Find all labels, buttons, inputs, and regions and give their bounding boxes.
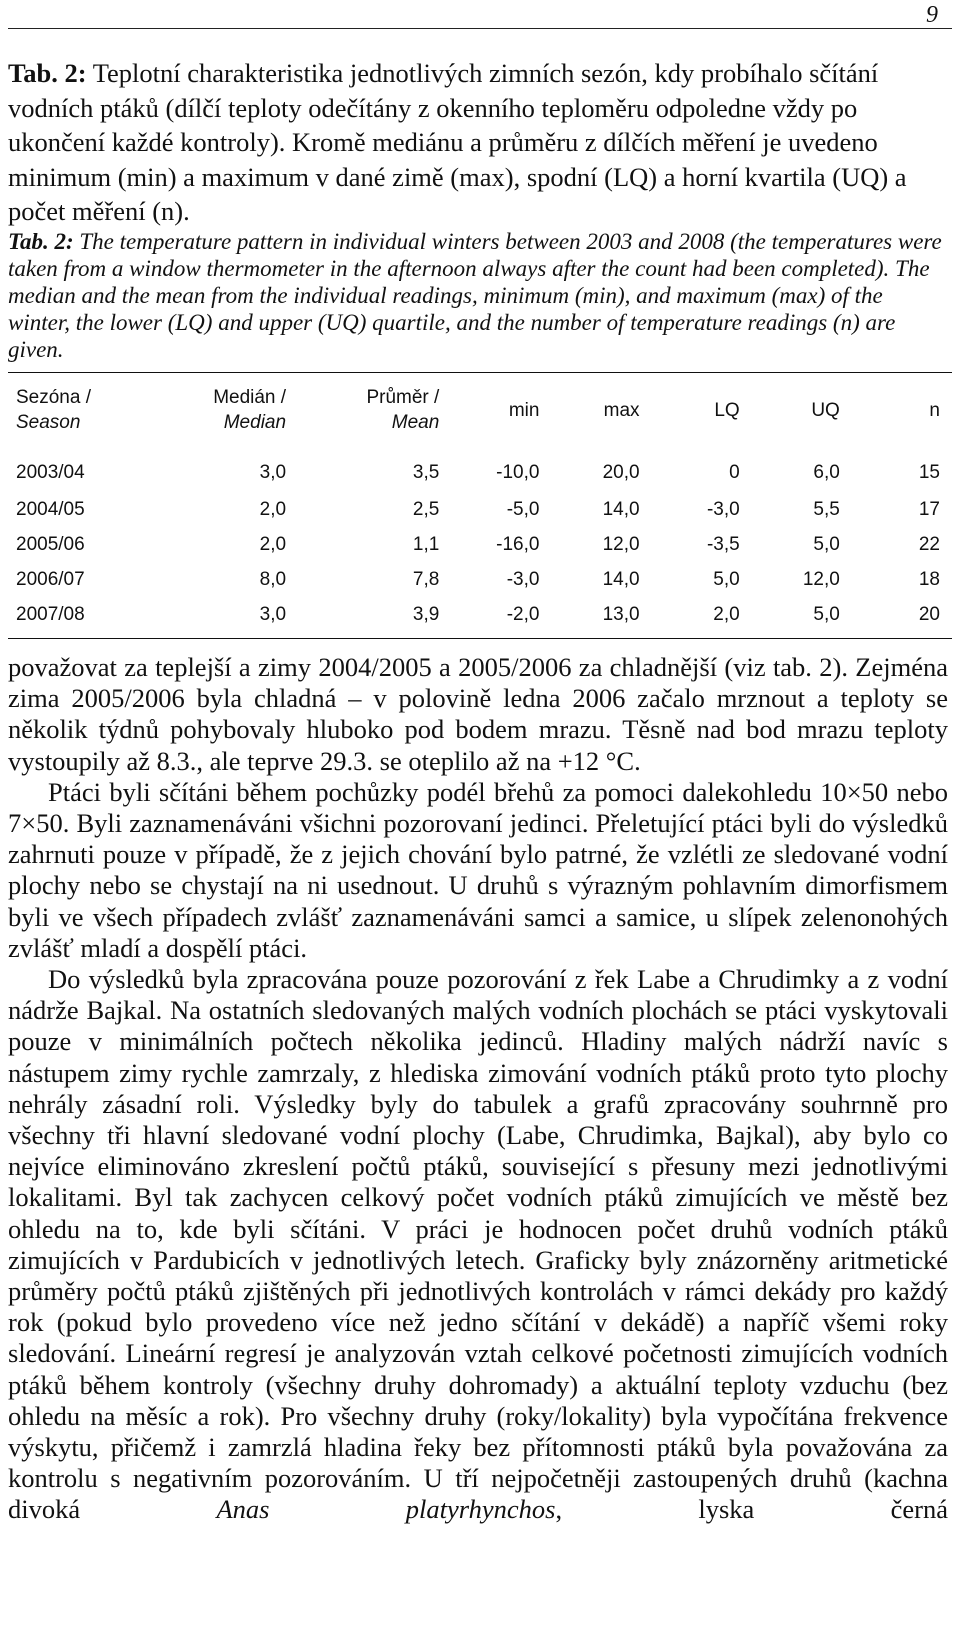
table-bottom-rule — [8, 638, 952, 639]
table-cell: 14,0 — [602, 568, 640, 590]
header-season: Sezóna / Season — [16, 387, 91, 433]
paragraph: Do výsledků byla zpracována pouze pozorování z řek Labe a Chrudimky a z vodní nádrže Bajkal. Na ostatních sledovaných malých vodních plochách se ptáci vyskytovali pouze v minimálních počtech několika jedinců. Hladiny malých nádrží navíc s nástupem zimy rychle zamrzaly, z hlediska zimování vodních ptáků proto tyto plochy nehrály zásadní roli. Výsledky byly do tabulek a grafů zpracovány souhrnně pro všechny tři hlavní sledované vodní plochy (Labe, Chrudimka, Bajkal), aby bylo co nejvíce eliminováno zkreslení počtů ptáků, související s přesuny mezi jednotlivými lokalitami. Byl tak zachycen celkový počet vodních ptáků zimujících ve městě bez ohledu na to, kde byli sčítáni. V práci je hodnocen počet druhů vodních ptáků zimujících v Pardubicích v jednotlivých letech. Graficky byly znázorněny aritmetické průměry počtů ptáků zjištěných při jednotlivých kontrolách v rámci dekády pro každý rok (pokud bylo provedeno více než jedno sčítání v dekádě) a napříč všemi roky sledování. Lineární regresí je analyzován vztah celkové početnosti zimujících vodních ptáků během kontroly (všechny druhy dohromady) a aktuální teploty vzduchu (bez ohledu na měsíc a rok). Pro všechny druhy (roky/lokality) byla vypočítána frekvence výskytu, přičemž i zamrzlá hladina řeky bez přítomnosti ptáků byla považována za kontrolu s negativním pozorováním. U tří nejpočetněji zastoupených druhů (kachna divoká Anas platyrhynchos, lyska černá — [8, 964, 948, 1525]
caption-text: Teplotní charakteristika jednotlivých zimních sezón, kdy probíhalo sčítání vodních ptáků (dílčí teploty odečítány z okenního teploměru odpoledne vždy po ukončení každé kontroly). Kromě mediánu a průměru z dílčích měření je uvedeno minimum (min) a maximum v dané zimě (max), spodní (LQ) a horní kvartila (UQ) a počet měření (n). — [8, 58, 907, 226]
table-cell: -2,0 — [506, 603, 540, 625]
table-cell: -3,0 — [506, 568, 540, 590]
header-median: Medián / Median — [213, 387, 287, 433]
table-cell: 20,0 — [602, 462, 640, 483]
table-cell: 18 — [918, 568, 940, 590]
table-cell: 13,0 — [602, 603, 640, 625]
table-row — [8, 527, 948, 562]
table-cell: 3,9 — [412, 603, 440, 625]
table-cell: 1,1 — [412, 533, 440, 555]
table-cell: 12,0 — [802, 568, 840, 590]
table-caption-czech — [8, 56, 948, 229]
table-row — [8, 562, 948, 597]
header-uq: UQ — [811, 399, 840, 421]
table-cell: 12,0 — [602, 533, 640, 555]
table-cell: 0 — [729, 462, 740, 483]
paragraph: považovat za teplejší a zimy 2004/2005 a 2005/2006 za chladnější (viz tab. 2). Zejména zima 2005/2006 byla chladná – v polovině ledna 2006 začalo mrznout a teploty se několik týdnů pohybovaly hluboko pod bodem mrazu. Těsně nad bod mrazu teploty vystoupily až 8.3., ale teprve 29.3. se oteplilo až na +12 °C. — [8, 652, 948, 776]
header-n: n — [929, 399, 940, 421]
table-row — [8, 492, 948, 527]
table-cell: 3,0 — [259, 603, 287, 625]
table-cell: -3,0 — [706, 498, 740, 520]
body-text — [8, 652, 948, 1526]
caption-label: Tab. 2: — [8, 58, 87, 88]
table-row — [8, 597, 948, 632]
caption-label: Tab. 2: — [8, 229, 74, 254]
paragraph: Ptáci byli sčítáni během pochůzky podél břehů za pomoci dalekohledu 10×50 nebo 7×50. Byli zaznamenáváni všichni pozorovaní jedinci. Přeletující ptáci byli do výsledků zahrnuti pouze v případě, že z jejich chování bylo patrné, že vzlétli ze sledované vodní plochy nebo se chystají na ni usednout. U druhů s výrazným pohlavním dimorfismem byli ve všech případech zvlášť zaznamenáváni samci a samice, u slípek zelenonohých zvlášť mladí a dospělí ptáci. — [8, 776, 948, 963]
table-cell: -10,0 — [496, 462, 540, 483]
table-cell: 14,0 — [602, 498, 640, 520]
page-number: 9 — [926, 2, 938, 28]
table-cell: 8,0 — [259, 568, 287, 590]
table-cell: -16,0 — [496, 533, 540, 555]
temperature-table — [8, 380, 948, 632]
table-cell: 2007/08 — [16, 603, 85, 625]
table-caption-english — [8, 228, 948, 363]
table-row — [8, 440, 948, 492]
table-cell: 2004/05 — [16, 498, 85, 520]
table-cell: 6,0 — [813, 462, 840, 483]
table-cell: 2003/04 — [16, 462, 85, 483]
table-cell: 2,0 — [713, 603, 740, 625]
table-header-row — [8, 380, 948, 440]
table-cell: 2006/07 — [16, 568, 85, 590]
header-min: min — [508, 399, 540, 421]
table-cell: 7,8 — [412, 568, 440, 590]
caption-text: The temperature pattern in individual winters between 2003 and 2008 (the temperatures were taken from a window thermometer in the afternoon always after the count had been completed). The median and the mean from the individual readings, minimum (min), and maximum (max) of the winter, the lower (LQ) and upper (UQ) quartile, and the number of temperature readings (n) are given. — [8, 229, 942, 362]
species-name: Anas platyrhynchos — [216, 1494, 556, 1525]
table-cell: 2,5 — [412, 498, 440, 520]
table-cell: 5,0 — [813, 533, 840, 555]
table-cell: 2,0 — [259, 498, 287, 520]
table-cell: 22 — [918, 533, 940, 555]
header-max: max — [603, 399, 640, 421]
table-cell: 5,0 — [713, 568, 740, 590]
table-cell: 3,0 — [259, 462, 287, 483]
header-lq: LQ — [714, 399, 740, 421]
table-cell: -3,5 — [706, 533, 740, 555]
header-mean: Průměr / Mean — [366, 387, 440, 433]
table-top-rule — [8, 372, 952, 373]
table-cell: 2005/06 — [16, 533, 85, 555]
table-cell: 5,0 — [813, 603, 840, 625]
table-cell: 5,5 — [813, 498, 840, 520]
header-rule — [8, 28, 952, 29]
table-cell: 17 — [918, 498, 940, 520]
table-cell: 15 — [918, 462, 940, 483]
table-cell: 20 — [918, 603, 940, 625]
table-cell: 3,5 — [412, 462, 440, 483]
table-cell: -5,0 — [506, 498, 540, 520]
table-cell: 2,0 — [259, 533, 287, 555]
